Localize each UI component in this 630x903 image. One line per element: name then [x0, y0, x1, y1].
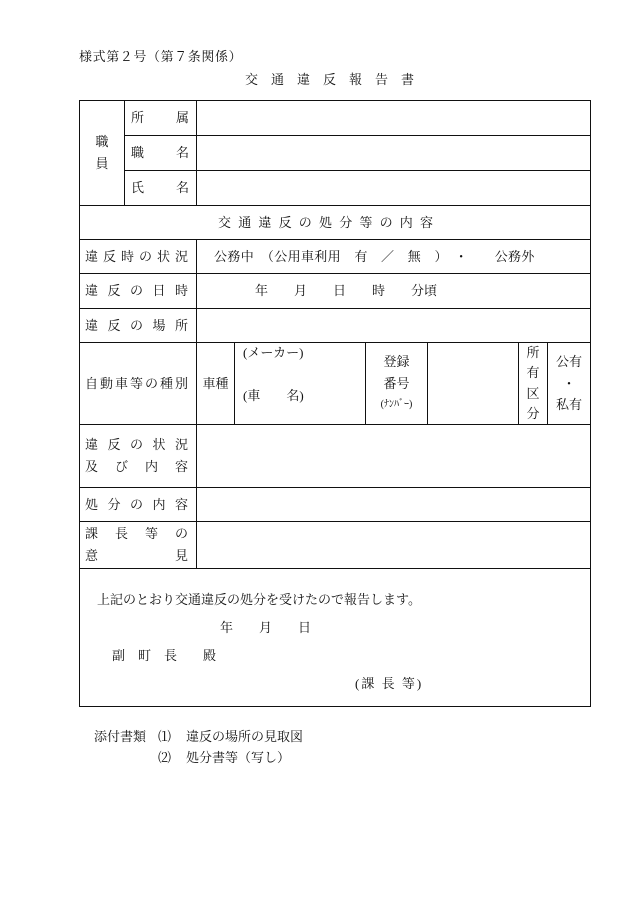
declaration-reporter: (課 長 等)	[355, 676, 424, 691]
position-label-cell	[125, 136, 196, 170]
place-label: 違 反 の 場 所	[85, 317, 188, 333]
attachment-item	[158, 729, 303, 745]
ownership-label: 所有区分	[526, 345, 540, 421]
manager-opinion-label-cell	[80, 522, 196, 568]
vehicle-type-label: 車種	[202, 375, 229, 391]
registration-label-line-2: 番号	[383, 375, 410, 391]
affiliation-label: 所 属	[131, 110, 189, 125]
section-heading: 交 通 違 反 の 処 分 等 の 内 容	[218, 214, 433, 230]
situation-label: 違 反 時 の 状 況	[85, 248, 188, 264]
attachment-number: ⑵	[158, 750, 172, 765]
declaration-date: 年 月 日	[220, 620, 312, 635]
ownership-label-cell	[519, 343, 547, 424]
name-label: 氏 名	[131, 180, 189, 195]
attachments-label: 添付書類	[94, 729, 147, 744]
attachment-text: 違反の場所の見取図	[186, 729, 304, 744]
document-title: 交 通 違 反 報 告 書	[245, 72, 415, 87]
vehicle-label: 自動車等の種別	[85, 375, 188, 391]
datetime-label-cell	[80, 274, 196, 308]
registration-label-cell	[366, 343, 427, 424]
ownership-separator: ・	[562, 375, 576, 391]
ownership-public: 公有	[555, 354, 582, 370]
disposition-label: 処 分 の 内 容	[85, 496, 188, 512]
position-label: 職 名	[131, 145, 189, 160]
affiliation-value-cell	[197, 101, 590, 135]
disposition-value-cell	[197, 488, 590, 521]
vehicle-maker-cell	[235, 343, 365, 424]
vehicle-type-cell	[197, 343, 234, 424]
declaration-statement: 上記のとおり交通違反の処分を受けたので報告します。	[97, 592, 421, 607]
vehicle-label-cell	[80, 343, 196, 424]
name-label-cell	[125, 171, 196, 205]
ownership-private: 私有	[555, 397, 582, 413]
vehicle-car-name-label: (車 名)	[243, 388, 304, 403]
place-value-cell	[197, 309, 590, 342]
details-label-cell	[80, 425, 196, 487]
manager-opinion-label-line-2: 意 見	[85, 548, 188, 563]
form-number: 様式第２号（第７条関係）	[79, 49, 243, 64]
staff-group-cell	[80, 101, 124, 205]
registration-value-cell	[428, 343, 518, 424]
position-value-cell	[197, 136, 590, 170]
details-label-line-1: 違 反 の 状 況	[85, 437, 188, 452]
datetime-value-cell	[197, 274, 590, 308]
declaration-cell	[80, 569, 590, 706]
datetime-value: 年 月 日 時 分頃	[255, 283, 438, 298]
situation-value: 公務中 （公用車利用 有 ／ 無 ） ・ 公務外	[214, 248, 535, 264]
attachment-number: ⑴	[158, 729, 172, 744]
section-heading-cell	[80, 206, 590, 239]
attachment-text: 処分書等（写し）	[186, 750, 291, 765]
registration-label-line-3: (ﾅﾝﾊﾞｰ)	[380, 399, 413, 411]
attachment-item	[158, 750, 290, 766]
declaration-addressee: 副 町 長 殿	[112, 648, 217, 663]
manager-opinion-value-cell	[197, 522, 590, 568]
staff-group-label: 職員	[95, 134, 109, 171]
vehicle-maker-label: (メーカー)	[243, 345, 304, 360]
situation-label-cell	[80, 240, 196, 273]
datetime-label: 違 反 の 日 時	[85, 283, 188, 298]
situation-value-cell	[197, 240, 590, 273]
report-table	[79, 100, 591, 707]
details-label-line-2: 及 び 内 容	[85, 459, 188, 474]
manager-opinion-label-line-1: 課 長 等 の	[85, 526, 188, 541]
ownership-options-cell	[548, 343, 590, 424]
details-value-cell	[197, 425, 590, 487]
name-value-cell	[197, 171, 590, 205]
disposition-label-cell	[80, 488, 196, 521]
registration-label-line-1: 登録	[383, 354, 410, 370]
place-label-cell	[80, 309, 196, 342]
affiliation-label-cell	[125, 101, 196, 135]
